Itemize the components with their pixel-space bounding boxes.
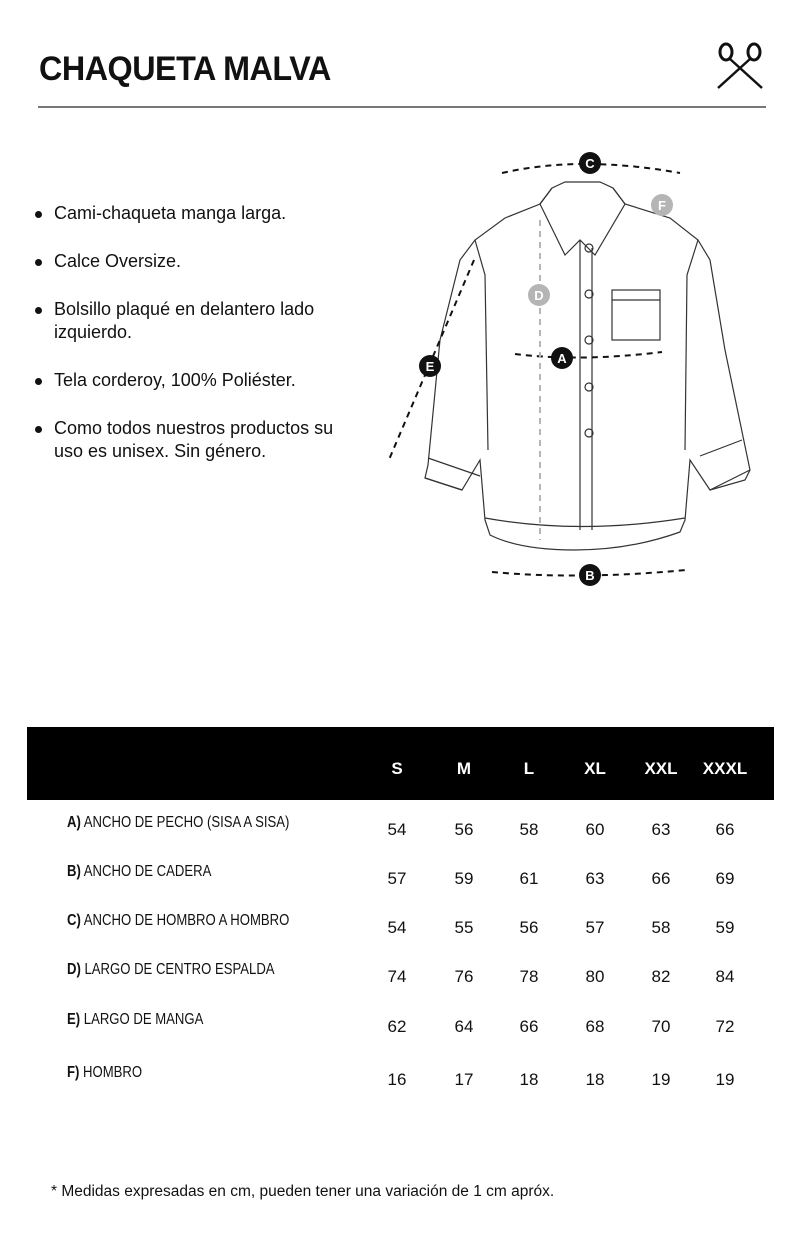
feature-item: Bolsillo plaqué en delantero lado izquierdo. — [32, 298, 342, 344]
marker-f-label: F — [658, 198, 666, 213]
marker-a — [551, 347, 573, 369]
row-value: 72 — [715, 1017, 735, 1036]
row-value: 68 — [585, 1017, 605, 1036]
table-row — [27, 814, 774, 844]
row-value: 56 — [519, 918, 539, 937]
size-header: XL — [584, 759, 606, 778]
row-value: 18 — [585, 1070, 605, 1089]
row-value: 58 — [519, 820, 539, 839]
row-label-text: ANCHO DE CADERA — [83, 863, 212, 880]
marker-b — [579, 564, 601, 586]
row-key: D) — [67, 961, 81, 978]
table-row — [27, 1064, 774, 1094]
row-label — [67, 912, 289, 930]
row-value: 58 — [651, 918, 671, 937]
row-value: 54 — [387, 918, 407, 937]
feature-item: Como todos nuestros productos su uso es unisex. Sin género. — [32, 417, 342, 463]
row-label-text: HOMBRO — [83, 1064, 143, 1081]
size-header: M — [456, 759, 472, 778]
feature-item: Calce Oversize. — [32, 250, 342, 273]
row-value: 62 — [387, 1017, 407, 1036]
row-value: 18 — [519, 1070, 539, 1089]
row-key: E) — [67, 1011, 81, 1028]
row-label — [67, 1011, 203, 1029]
marker-f — [651, 194, 673, 216]
row-value: 17 — [454, 1070, 474, 1089]
row-value: 82 — [651, 967, 671, 986]
row-value: 76 — [454, 967, 474, 986]
row-value: 63 — [651, 820, 671, 839]
row-value: 57 — [387, 869, 407, 888]
row-value: 70 — [651, 1017, 671, 1036]
row-value: 55 — [454, 918, 474, 937]
page-title: CHAQUETA MALVA — [39, 50, 331, 88]
row-value: 66 — [715, 820, 735, 839]
marker-a-label: A — [557, 351, 567, 366]
table-row — [27, 1011, 774, 1041]
marker-e-label: E — [425, 359, 435, 374]
row-value: 78 — [519, 967, 539, 986]
row-value: 66 — [651, 869, 671, 888]
row-value: 16 — [387, 1070, 407, 1089]
feature-list — [32, 202, 342, 488]
size-header: XXL — [644, 759, 678, 778]
marker-c — [579, 152, 601, 174]
measurement-note: * Medidas expresadas en cm, pueden tener una variación de 1 cm apróx. — [51, 1183, 555, 1200]
row-value: 66 — [519, 1017, 539, 1036]
marker-e — [419, 355, 441, 377]
row-value: 59 — [454, 869, 474, 888]
size-header: L — [523, 759, 535, 778]
row-value: 63 — [585, 869, 605, 888]
jacket-outline — [425, 182, 750, 550]
row-value: 54 — [387, 820, 407, 839]
header-divider — [38, 106, 766, 108]
row-value: 60 — [585, 820, 605, 839]
scissors-icon — [712, 42, 768, 90]
row-label-text: ANCHO DE PECHO (SISA A SISA) — [83, 814, 290, 831]
marker-d-label: D — [534, 288, 544, 303]
feature-item: Cami-chaqueta manga larga. — [32, 202, 342, 225]
row-value: 74 — [387, 967, 407, 986]
size-header: S — [391, 759, 403, 778]
row-value: 69 — [715, 869, 735, 888]
marker-b-label: B — [585, 568, 595, 583]
row-value: 84 — [715, 967, 735, 986]
row-key: B) — [67, 863, 81, 880]
row-value: 61 — [519, 869, 539, 888]
table-row — [27, 912, 774, 942]
row-key: C) — [67, 912, 81, 929]
row-key: A) — [67, 814, 81, 831]
row-label — [67, 1064, 142, 1082]
size-header: XXXL — [702, 759, 748, 778]
row-value: 19 — [651, 1070, 671, 1089]
row-label — [67, 961, 275, 979]
row-label-text: LARGO DE CENTRO ESPALDA — [84, 961, 275, 978]
table-row — [27, 961, 774, 991]
row-label-text: ANCHO DE HOMBRO A HOMBRO — [83, 912, 290, 929]
marker-c-label: C — [585, 156, 595, 171]
table-row — [27, 863, 774, 893]
row-value: 80 — [585, 967, 605, 986]
row-key: F) — [67, 1064, 80, 1081]
jacket-diagram — [380, 140, 780, 600]
feature-item: Tela corderoy, 100% Poliéster. — [32, 369, 342, 392]
row-value: 64 — [454, 1017, 474, 1036]
row-label-text: LARGO DE MANGA — [83, 1011, 204, 1028]
row-value: 19 — [715, 1070, 735, 1089]
row-value: 59 — [715, 918, 735, 937]
row-label — [67, 814, 289, 832]
row-label — [67, 863, 211, 881]
row-value: 56 — [454, 820, 474, 839]
marker-d — [528, 284, 550, 306]
size-table-header — [27, 727, 774, 800]
row-value: 57 — [585, 918, 605, 937]
